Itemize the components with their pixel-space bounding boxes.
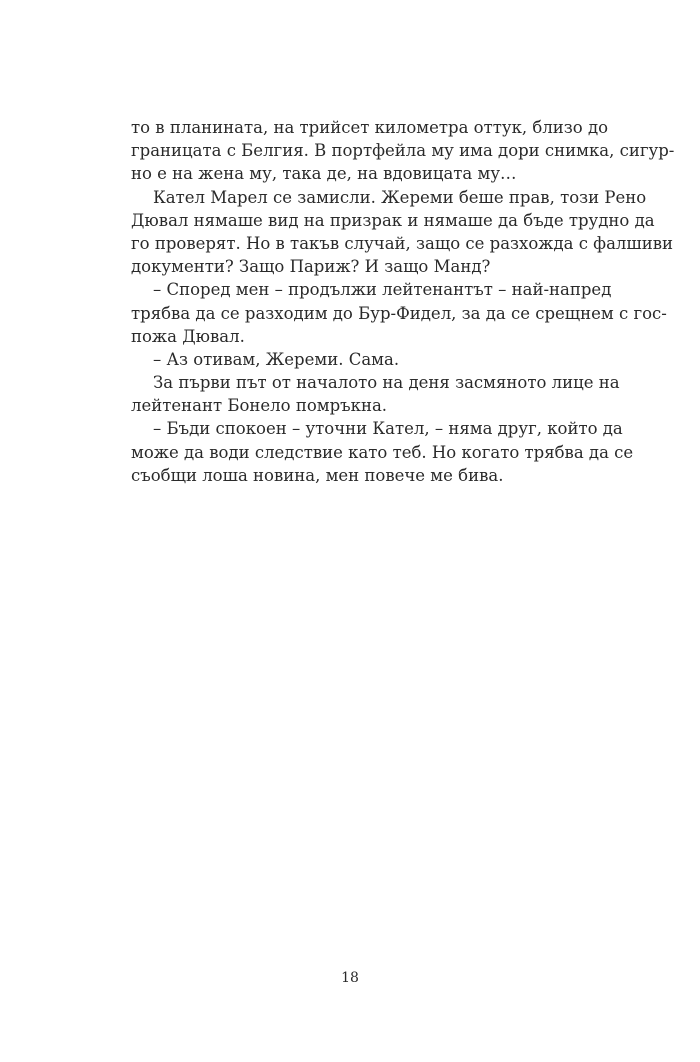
text-line: лейтенант Бонело помръкна. xyxy=(131,396,388,416)
text-line: пожа Дювал. xyxy=(131,326,245,346)
page-number: 18 xyxy=(341,970,359,986)
text-line: съобщи лоша новина, мен повече ме бива. xyxy=(131,465,504,485)
body-text xyxy=(131,116,675,487)
text-line: може да води следствие като теб. Но когато трябва да се xyxy=(131,442,634,462)
text-line: – Според мен – продължи лейтенантът – най-напред xyxy=(153,280,612,300)
text-line: но е на жена му, така де, на вдовицата му… xyxy=(131,164,517,184)
text-line: документи? Защо Париж? И защо Манд? xyxy=(131,257,491,277)
text-line: границата с Белгия. В портфейла му има дори снимка, сигур- xyxy=(131,141,675,161)
text-line: го проверят. Но в такъв случай, защо се разхожда с фалшиви xyxy=(131,233,674,253)
text-line: – Бъди спокоен – уточни Кател, – няма друг, който да xyxy=(153,419,623,439)
text-line: то в планината, на трийсет километра оттук, близо до xyxy=(131,118,609,137)
text-line: Дювал нямаше вид на призрак и нямаше да бъде трудно да xyxy=(131,210,655,230)
text-line: трябва да се разходим до Бур-Фидел, за да се срещнем с гос- xyxy=(131,303,667,323)
text-line: Кател Марел се замисли. Жереми беше прав, този Рено xyxy=(153,187,647,207)
text-line: За първи път от началото на деня засмяното лице на xyxy=(153,373,620,393)
text-line: – Аз отивам, Жереми. Сама. xyxy=(153,349,400,369)
